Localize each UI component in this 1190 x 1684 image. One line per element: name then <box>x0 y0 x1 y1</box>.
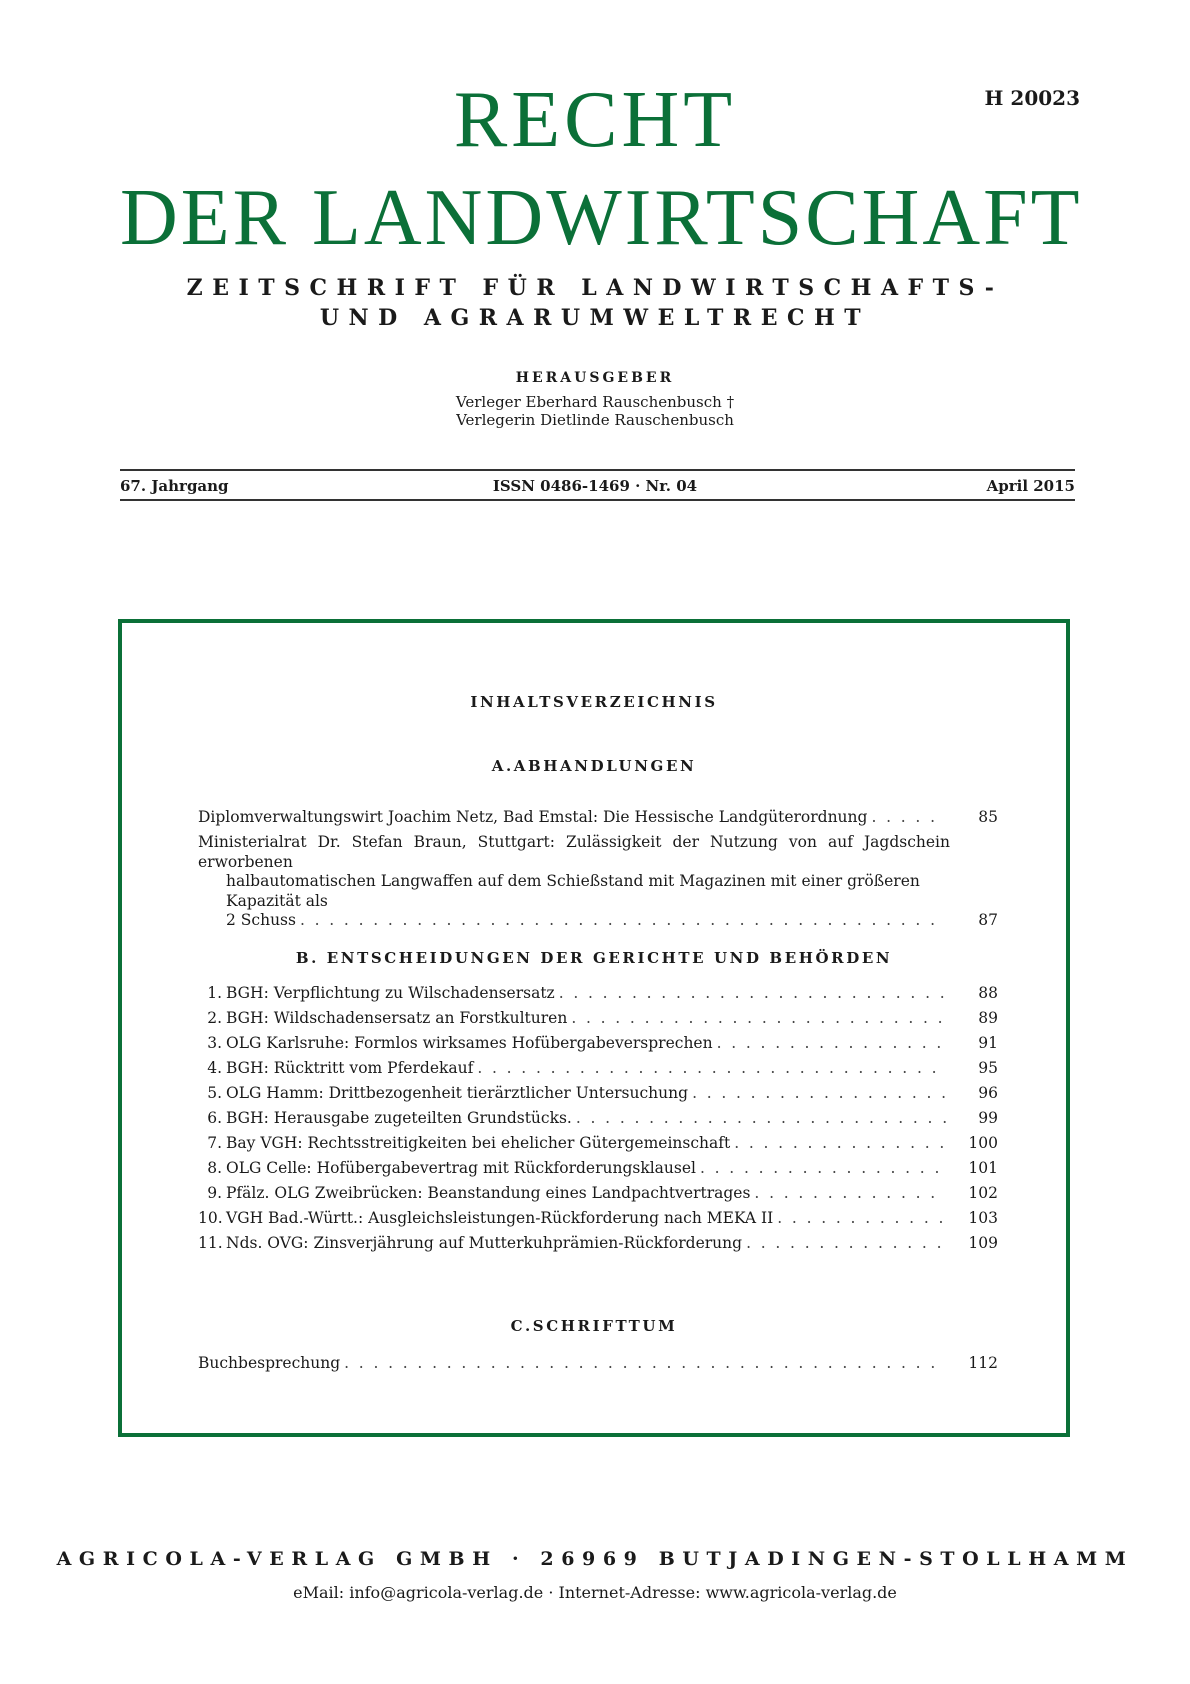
toc-entry-text: Pfälz. OLG Zweibrücken: Beanstandung eines Landpachtvertrages <box>226 1184 751 1202</box>
toc-entry-text: BGH: Wildschadensersatz an Forstkulturen <box>226 1009 568 1027</box>
toc-entry-text: Nds. OVG: Zinsverjährung auf Mutterkuhprämien-Rückforderung <box>226 1234 743 1252</box>
toc-entry-number: 9. <box>207 1184 222 1202</box>
dot-leader <box>344 1353 946 1373</box>
issn-label: ISSN 0486-1469 · Nr. 04 <box>492 477 698 495</box>
toc-entry <box>198 1353 998 1373</box>
editor-name-2: Verlegerin Dietlinde Rauschenbusch <box>456 411 734 429</box>
toc-entry-page: 102 <box>968 1184 998 1202</box>
toc-entry-number: 5. <box>207 1084 222 1102</box>
toc-entry-page: 91 <box>978 1034 998 1052</box>
toc-entry-page: 112 <box>968 1354 998 1372</box>
toc-entry-number: 2. <box>207 1009 222 1027</box>
toc-entry <box>198 807 998 827</box>
issue-date: April 2015 <box>986 477 1075 495</box>
toc-entry <box>198 1083 998 1103</box>
dot-leader <box>746 1233 946 1253</box>
editor-name-1: Verleger Eberhard Rauschenbusch † <box>455 393 735 411</box>
toc-entry-text: OLG Karlsruhe: Formlos wirksames Hofübergabeversprechen <box>226 1034 713 1052</box>
toc-entry-page: 103 <box>968 1209 998 1227</box>
dot-leader <box>871 807 946 827</box>
toc-entry-text: OLG Hamm: Drittbezogenheit tierärztlicher Untersuchung <box>226 1084 689 1102</box>
dot-leader <box>559 983 946 1003</box>
dot-leader <box>717 1033 946 1053</box>
toc-entry <box>198 1133 998 1153</box>
section-c-heading: C.SCHRIFTTUM <box>510 1317 678 1335</box>
dot-leader <box>754 1183 946 1203</box>
toc-entry <box>198 1208 998 1228</box>
dot-leader <box>300 911 946 931</box>
toc-entry-page: 96 <box>978 1084 998 1102</box>
editor-label: HERAUSGEBER <box>515 370 675 386</box>
toc-entry-page: 95 <box>978 1059 998 1077</box>
meta-rule-top <box>120 469 1075 471</box>
toc-entry-page: 89 <box>978 1009 998 1027</box>
section-b-heading: B. ENTSCHEIDUNGEN DER GERICHTE UND BEHÖRDEN <box>295 949 893 967</box>
toc-entry <box>198 833 998 931</box>
journal-subtitle-line1: ZEITSCHRIFT FÜR LANDWIRTSCHAFTS- <box>186 275 1004 301</box>
dot-leader <box>700 1158 946 1178</box>
toc-entry-text: BGH: Rücktritt vom Pferdekauf <box>226 1059 474 1077</box>
journal-code: H 20023 <box>984 86 1080 110</box>
toc-entry <box>198 1008 998 1028</box>
contact-line: eMail: info@agricola-verlag.de · Internet-Adresse: www.agricola-verlag.de <box>293 1583 897 1602</box>
toc-entry-number: 7. <box>207 1134 222 1152</box>
toc-entry-text: VGH Bad.-Württ.: Ausgleichsleistungen-Rückforderung nach MEKA II <box>226 1209 774 1227</box>
section-a-heading: A.ABHANDLUNGEN <box>491 757 697 775</box>
toc-entry-text: Diplomverwaltungswirt Joachim Netz, Bad Emstal: Die Hessische Landgüterordnung <box>198 808 868 826</box>
toc-entry-text: Bay VGH: Rechtsstreitigkeiten bei ehelicher Gütergemeinschaft <box>226 1134 731 1152</box>
toc-entry <box>198 1233 998 1253</box>
toc-entry-text: OLG Celle: Hofübergabevertrag mit Rückforderungsklausel <box>226 1159 696 1177</box>
toc-entry-text: Buchbesprechung <box>198 1354 341 1372</box>
dot-leader <box>576 1108 946 1128</box>
toc-entry-number: 10. <box>198 1209 223 1227</box>
toc-entry <box>198 1108 998 1128</box>
dot-leader <box>477 1058 946 1078</box>
toc-entry <box>198 1183 998 1203</box>
volume-label: 67. Jahrgang <box>120 477 229 495</box>
toc-entry-page: 100 <box>968 1134 998 1152</box>
toc-entry-page: 87 <box>978 911 998 929</box>
publisher-line: AGRICOLA-VERLAG GMBH · 26969 BUTJADINGEN-STOLLHAMM <box>56 1548 1134 1570</box>
toc-entry <box>198 1058 998 1078</box>
toc-entry-page: 88 <box>978 984 998 1002</box>
toc-entry-text-line2: halbautomatischen Langwaffen auf dem Schießstand mit Magazinen mit einer größeren Kapazität als <box>226 872 920 910</box>
dot-leader <box>777 1208 946 1228</box>
dot-leader <box>734 1133 946 1153</box>
meta-rule-bottom <box>120 499 1075 501</box>
toc-heading: INHALTSVERZEICHNIS <box>470 693 718 711</box>
toc-entry <box>198 1033 998 1053</box>
toc-entry-page: 101 <box>968 1159 998 1177</box>
toc-entry-page: 109 <box>968 1234 998 1252</box>
toc-entry-number: 6. <box>207 1109 222 1127</box>
toc-entry-page: 99 <box>978 1109 998 1127</box>
journal-title-line2: DER LANDWIRTSCHAFT <box>120 174 1083 262</box>
toc-entry <box>198 983 998 1003</box>
toc-entry-number: 4. <box>207 1059 222 1077</box>
toc-entry-number: 1. <box>207 984 222 1002</box>
toc-entry-text-line1: Ministerialrat Dr. Stefan Braun, Stuttgart: Zulässigkeit der Nutzung von auf Jagdschein erworbenen <box>198 833 950 871</box>
toc-entry-number: 3. <box>207 1034 222 1052</box>
toc-entry-number: 8. <box>207 1159 222 1177</box>
toc-entry <box>198 1158 998 1178</box>
toc-entry-text: BGH: Herausgabe zugeteilten Grundstücks. <box>226 1109 572 1127</box>
dot-leader <box>692 1083 946 1103</box>
toc-entry-page: 85 <box>978 808 998 826</box>
toc-entry-text-line3: 2 Schuss <box>226 911 296 929</box>
toc-entry-text: BGH: Verpflichtung zu Wilschadensersatz <box>226 984 555 1002</box>
table-of-contents <box>118 619 1070 1437</box>
journal-title-line1: RECHT <box>453 76 737 164</box>
dot-leader <box>571 1008 946 1028</box>
journal-subtitle-line2: UND AGRARUMWELTRECHT <box>319 305 871 331</box>
toc-entry-number: 11. <box>198 1234 223 1252</box>
